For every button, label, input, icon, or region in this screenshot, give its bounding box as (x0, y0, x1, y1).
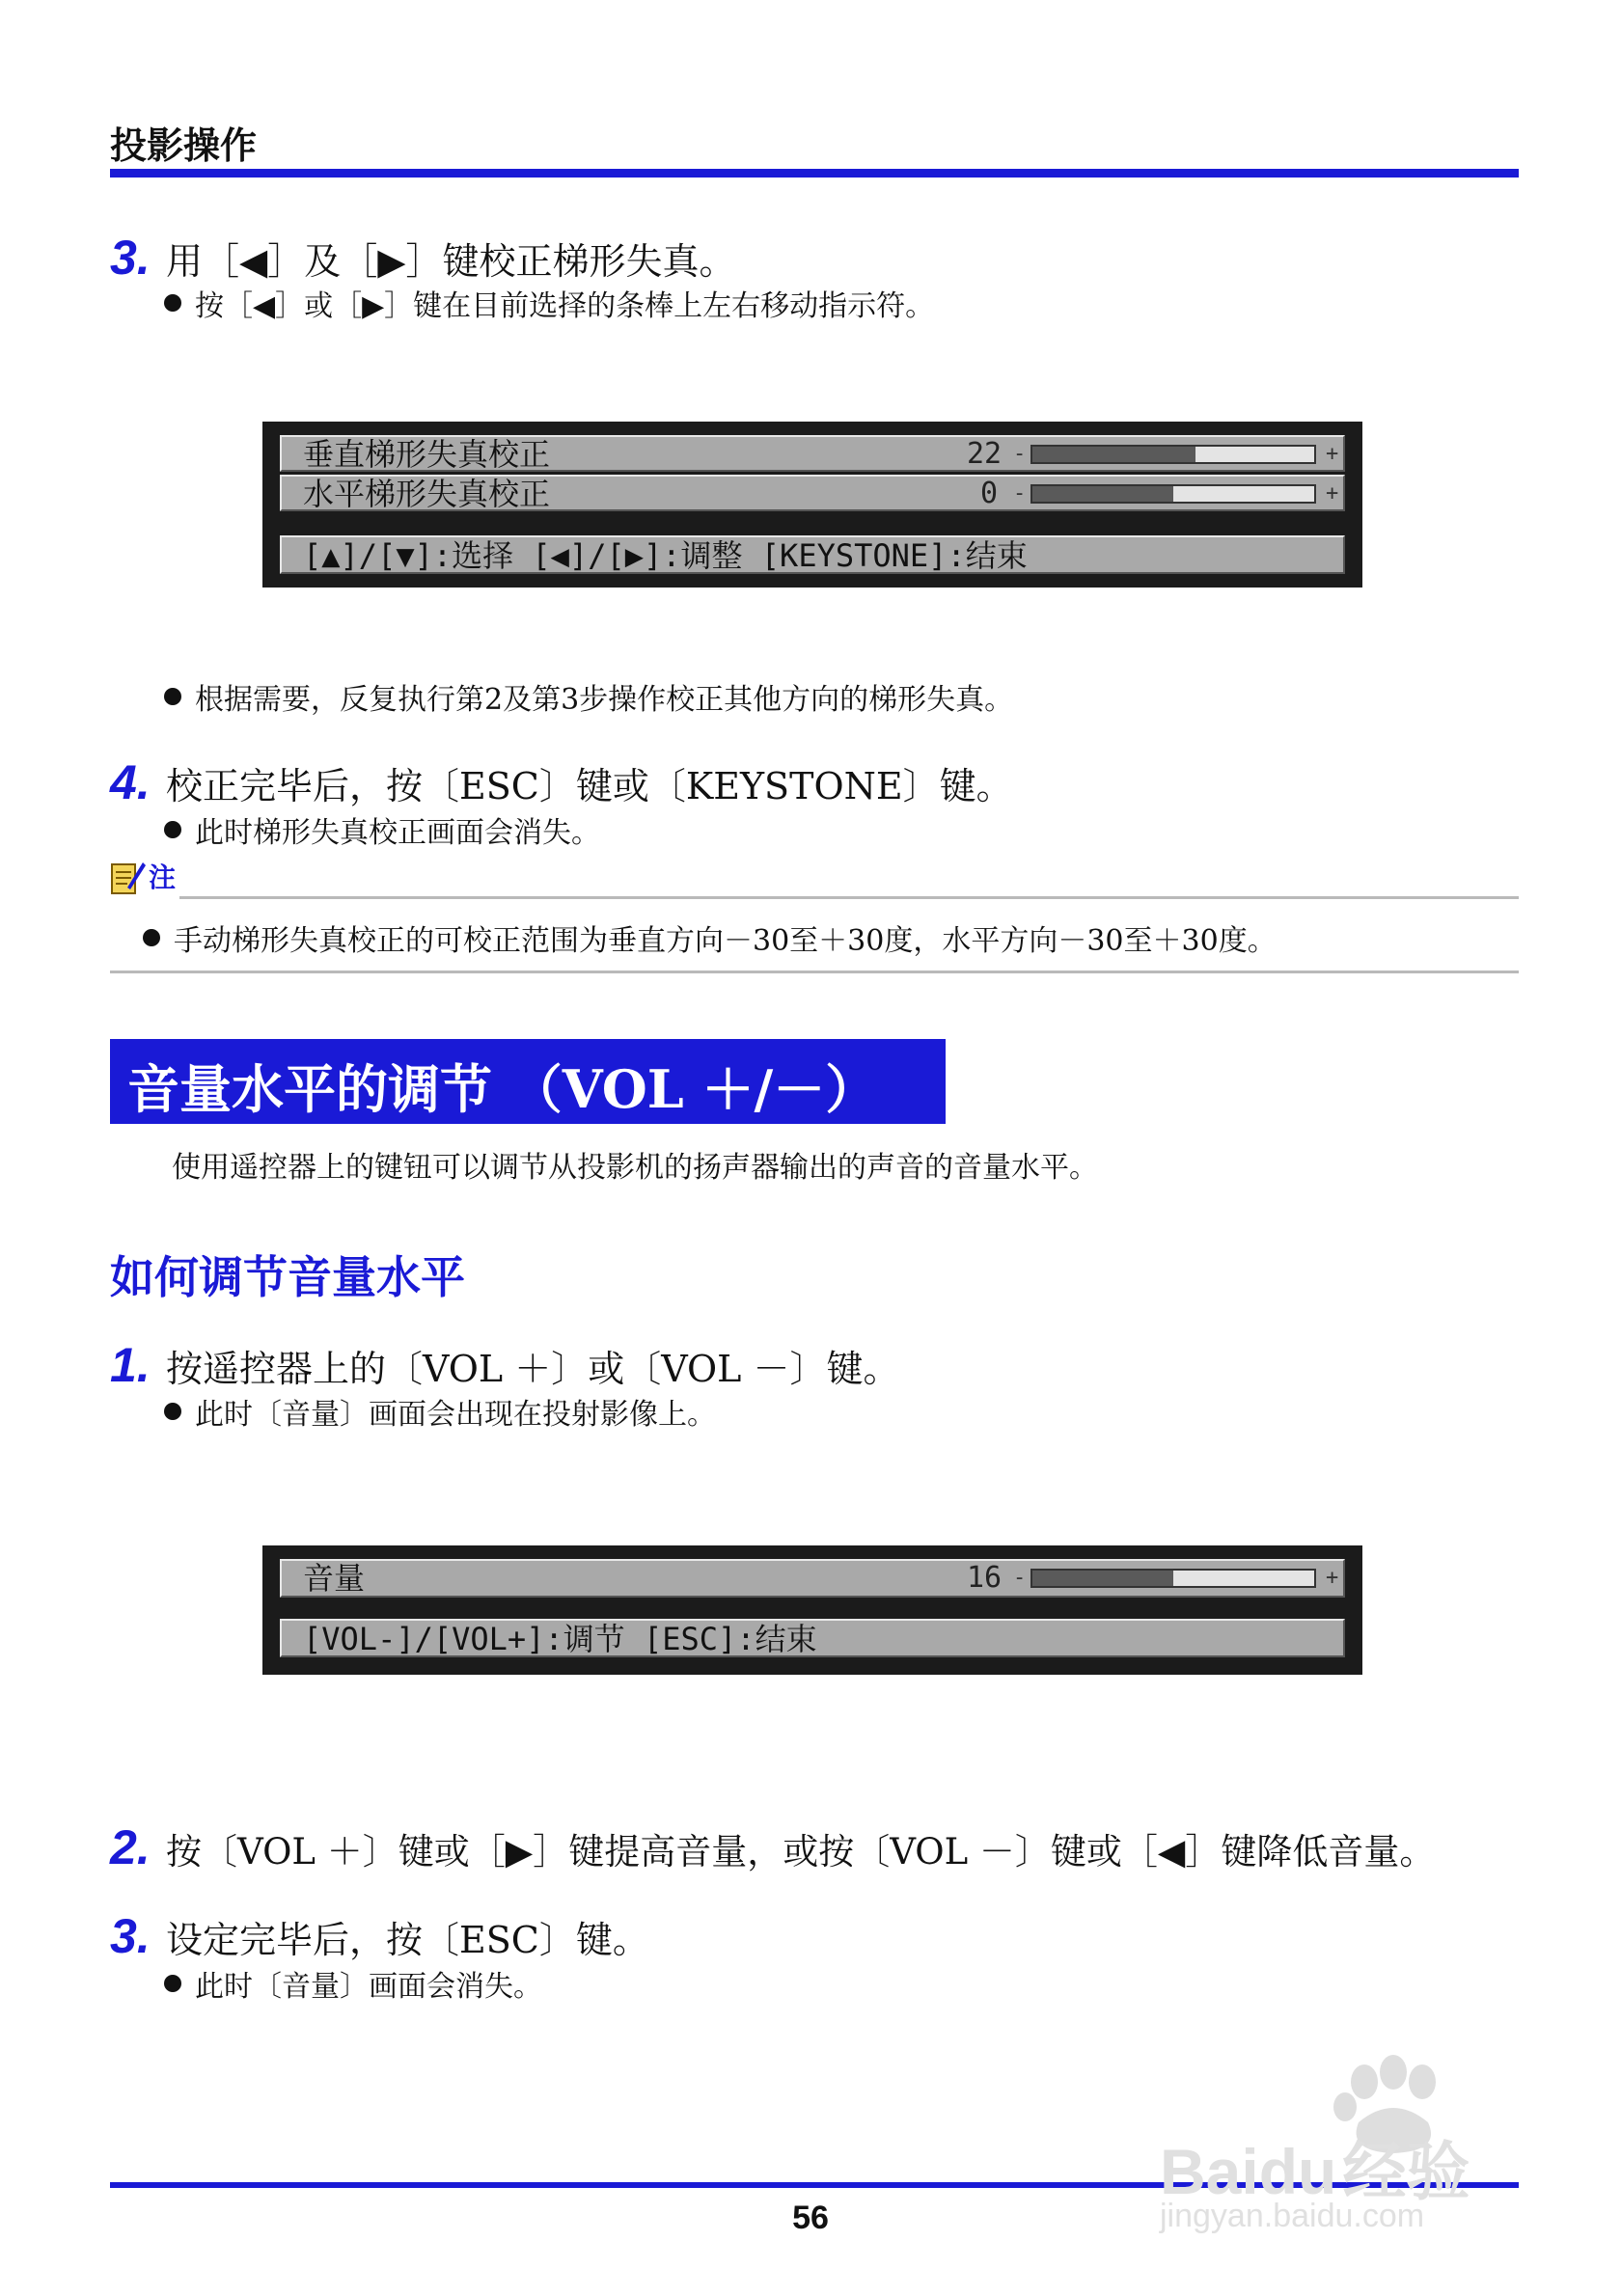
volume-step-1 (110, 1337, 899, 1393)
bullet-dot (143, 929, 160, 946)
note-header (110, 857, 176, 895)
bullet-dot (164, 1403, 181, 1420)
step-text: 用［◀］及［▶］键校正梯形失真。 (166, 240, 736, 283)
header-rule (110, 169, 1519, 178)
minus-icon: - (1013, 442, 1027, 466)
step-text: 设定完毕后，按〔ESC〕键。 (166, 1919, 649, 1961)
osd-level-bar (1030, 445, 1316, 464)
keystone-repeat-bullet (164, 675, 1013, 718)
bullet-text: 根据需要，反复执行第2及第3步操作校正其他方向的梯形失真。 (195, 683, 1014, 717)
note-bottom-rule (110, 970, 1519, 973)
step-number: 3. (110, 1909, 151, 1963)
sub-heading: 如何调节音量水平 (110, 1251, 465, 1303)
plus-icon: + (1326, 481, 1339, 506)
osd-row-horizontal-keystone (280, 475, 1345, 511)
plus-icon: + (1326, 442, 1339, 466)
baidu-watermark (1156, 2045, 1542, 2238)
step-text: 按遥控器上的〔VOL ＋〕或〔VOL －〕键。 (166, 1348, 900, 1390)
step-text: 按〔VOL ＋〕键或［▶］键提高音量，或按〔VOL －〕键或［◀］键降低音量。 (166, 1831, 1436, 1872)
volume-step-1-bullet (164, 1390, 716, 1433)
osd-row-value: 22 (967, 437, 1003, 471)
bullet-text: 按［◀］或［▶］键在目前选择的条棒上左右移动指示符。 (195, 289, 935, 323)
page-header-title: 投影操作 (110, 124, 258, 167)
osd-help-text: [▲]/[▼]:选择 [◀]/[▶]:调整 [KEYSTONE]:结束 (303, 537, 1028, 574)
section-title: 音量水平的调节 （VOL ＋/－） (127, 1058, 878, 1120)
step-number: 4. (110, 755, 151, 809)
note-label: 注 (149, 861, 177, 893)
osd-level-bar (1030, 1569, 1316, 1588)
osd-level-fill (1032, 1571, 1173, 1586)
osd-level-fill (1032, 447, 1195, 462)
bullet-text: 此时〔音量〕画面会消失。 (195, 1970, 542, 2004)
step-number: 1. (110, 1338, 151, 1392)
section-banner (110, 1039, 946, 1124)
osd-level-fill (1032, 486, 1173, 502)
osd-help-text: [VOL-]/[VOL+]:调节 [ESC]:结束 (303, 1621, 817, 1657)
note-top-rule (179, 896, 1519, 899)
volume-step-3-bullet (164, 1962, 542, 2005)
page-number: 56 (792, 2200, 829, 2236)
bullet-dot (164, 821, 181, 838)
bullet-dot (164, 688, 181, 705)
watermark-url: jingyan.baidu.com (1160, 2198, 1425, 2234)
note-bullet (143, 916, 1277, 959)
minus-icon: - (1013, 1566, 1027, 1590)
minus-icon: - (1013, 481, 1027, 506)
osd-help-bar (280, 1619, 1345, 1657)
osd-row-label: 水平梯形失真校正 (303, 476, 551, 512)
osd-row-label: 音量 (303, 1560, 366, 1597)
osd-help-bar (280, 535, 1345, 574)
osd-row-volume (280, 1559, 1345, 1598)
osd-row-label: 垂直梯形失真校正 (303, 436, 551, 473)
watermark-brand-du: du (1258, 2136, 1337, 2207)
section-intro: 使用遥控器上的键钮可以调节从投影机的扬声器输出的声音的音量水平。 (172, 1151, 1098, 1185)
step-text: 校正完毕后，按〔ESC〕键或〔KEYSTONE〕键。 (166, 765, 1013, 807)
volume-step-3 (110, 1908, 649, 1964)
volume-osd-panel (262, 1545, 1362, 1675)
bullet-text: 手动梯形失真校正的可校正范围为垂直方向－30至＋30度，水平方向－30至＋30度。 (174, 924, 1277, 958)
bullet-text: 此时〔音量〕画面会出现在投射影像上。 (195, 1398, 716, 1432)
watermark-brand-jingyan: 经验 (1342, 2136, 1470, 2207)
volume-step-2 (110, 1819, 1435, 1875)
osd-row-value: 16 (967, 1561, 1003, 1595)
step-number: 3. (110, 231, 151, 285)
note-pencil-icon (110, 859, 147, 895)
keystone-step-4 (110, 754, 1013, 810)
step-number: 2. (110, 1820, 151, 1874)
bullet-dot (164, 294, 181, 312)
keystone-step-4-bullet (164, 808, 600, 851)
plus-icon: + (1326, 1566, 1339, 1590)
osd-row-vertical-keystone (280, 435, 1345, 472)
keystone-osd-panel (262, 422, 1362, 588)
keystone-step-3-bullet (164, 282, 934, 324)
watermark-brand: Bai (1160, 2136, 1259, 2207)
osd-level-bar (1030, 484, 1316, 504)
osd-row-value: 0 (980, 477, 999, 510)
bullet-text: 此时梯形失真校正画面会消失。 (195, 816, 600, 850)
keystone-step-3 (110, 230, 735, 286)
bullet-dot (164, 1975, 181, 1992)
